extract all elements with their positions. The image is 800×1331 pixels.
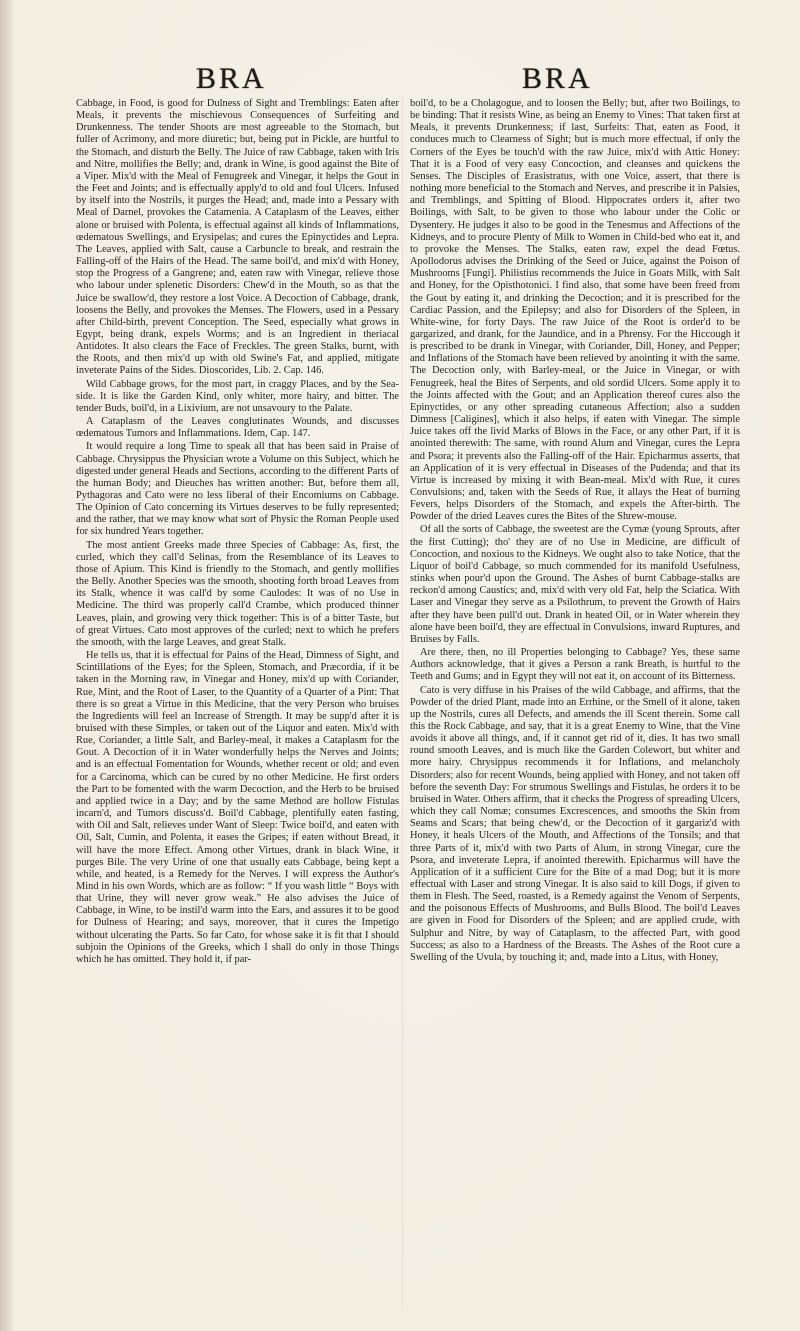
paragraph: Cabbage, in Food, is good for Dulness of Sight and Tremblings: Eaten after Meals, it prevents the mischievous Consequences of Surfeiting and Drunkenness. The tender Shoots are most agreeable to the Stomach, but fuller of Acrimony, and more diuretic; but, being put in Pickle, are hurtful to the Stomach, and disturb the Belly. The Juice of raw Cabbage, taken with Iris and Nitre, mollifies the Belly; and, drank in Wine, is good against the Bite of a Viper. Mix'd with the Meal of Fenugreek and Vinegar, it helps the Gout in the Feet and Joints; and is effectually apply'd to old and foul Ulcers. Infused by itself into the Nostrils, it purges the Head; and, made into a Pessary with Meal of Darnel, provokes the Catamenia. A Cataplasm of the Leaves, either alone or bruised with Polenta, is effectual against all kinds of Inflammations, œdematous Swellings, and Erysipelas; and cures the Epinyctides and Lepra. The Leaves, applied with Salt, cause a Carbuncle to break, and restrain the Falling-off of the Hairs of the Head. The same boil'd, and mix'd with Honey, stop the Progress of a Gangrene; and, eaten raw with Vinegar, relieve those who labour under splenetic Disorders: Chew'd in the Mouth, so as that the Juice be swallow'd, they restore a lost Voice. A Decoction of Cabbage, drank, loosens the Belly, and provokes the Menses. The Flowers, used in a Pessary after Child-birth, prevent Conception. The Seed, especially what grows in Egypt, being drank, expels Worms; and is an Ingredient in theriacal Antidotes. It also clears the Face of Freckles. The green Stalks, burnt, with the Roots, and then mix'd up with old Swine's Fat, and applied, mitigate inveterate Pains of the Sides. Dioscorides, Lib. 2. Cap. 146. <box>76 98 399 377</box>
paragraph: It would require a long Time to speak all that has been said in Praise of Cabbage. Chrysippus the Physician wrote a Volume on this Subject, which he digested under general Heads and Sections, according to the different Parts of the human Body; and Dieuches has written another: But, before them all, Pythagoras and Cato were no less liberal of their Encomiums on Cabbage. The Opinion of Cato concerning its Virtues deserves to be fully represented; and the rather, that we may know what sort of Physic the Roman People used for six hundred Years together. <box>76 441 399 538</box>
right-running-headword: BRA <box>522 62 593 95</box>
paragraph: Are there, then, no ill Properties belonging to Cabbage? Yes, these same Authors acknowledge, that it gives a Person a rank Breath, is hurtful to the Teeth and Gums; and in Egypt they will not eat it, on account of its Bitterness. <box>410 647 740 683</box>
paragraph: The most antient Greeks made three Species of Cabbage: As, first, the curled, which they call'd Selinas, from the Resemblance of its Leaves to those of Apium. This Kind is friendly to the Stomach, and gently mollifies the Belly. Another Species was the smooth, shooting forth broad Leaves from its Stalk, whence it was call'd by some Caulodes: It was of no Use in Medicine. The third was properly call'd Crambe, which produced thinner Leaves, plain, and growing very thick together: This is of a bitter Taste, but of great Virtues. Cato most approves of the curled; next to which he prefers the smooth, with the large Leaves, and great Stalk. <box>76 539 399 648</box>
left-column <box>76 98 399 1298</box>
paragraph: Of all the sorts of Cabbage, the sweetest are the Cymæ (young Sprouts, after the first Cutting); tho' they are of no Use in Medicine, are difficult of Concoction, and noxious to the Kidneys. We ought also to take Notice, that the Liquor of boil'd Cabbage, so much commended for its manifold Usefulness, stinks when pour'd upon the Ground. The Ashes of burnt Cabbage-stalks are reckon'd among Caustics; and, mix'd with very old Fat, help the Sciatica. With Laser and Vinegar they serve as a Psilothrum, to prevent the Growth of Hairs after they have been pull'd out. Drank in heated Oil, or in Water wherein they alone have been boil'd, they are effectual in Convulsions, inward Ruptures, and Bruises by Falls. <box>410 524 740 645</box>
paragraph: A Cataplasm of the Leaves conglutinates Wounds, and discusses œdematous Tumors and Inflammations. Idem, Cap. 147. <box>76 416 399 440</box>
paragraph: Cato is very diffuse in his Praises of the wild Cabbage, and affirms, that the Powder of the dried Plant, made into an Errhine, or the Smell of it alone, taken up the Nostrils, cures all Defects, and amends the ill Scent therein. Some call this the Rock Cabbage, and say, that it is a great Enemy to Wine, that the Vine avoids it above all things, and, if it cannot get rid of it, dies. It has two small round smooth Leaves, and is much like the Garden Colewort, but whiter and more hairy. Chrysippus recommends it for Inflations, and melancholy Disorders; also for recent Wounds, being applied with Honey, and not taken off before the seventh Day: For strumous Swellings and Fistulas, he orders it to be bruised in Water. Others affirm, that it checks the Progress of spreading Ulcers, which they call Nomæ; consumes Excrescences, and smooths the Skin from Seams and Scars; that being chew'd, or the Decoction of it gargariz'd with Honey, it heals Ulcers of the Mouth, and Affections of the Tonsils; and that three Parts of it, mix'd with two Parts of Alum, in strong Vinegar, cure the Psora, and inveterate Lepra, if anointed therewith. Epicharmus will have the Application of it a sufficient Cure for the Bite of a mad Dog; but it is more effectual with Laser and strong Vinegar. It is also said to kill Dogs, if given to them in Flesh. The Seed, roasted, is a Remedy against the Venom of Serpents, and the poisonous Effects of Mushrooms, and Bulls Blood. The boil'd Leaves are given in Food for Disorders of the Spleen; and are applied crude, with Sulphur and Nitre, by way of Cataplasm, to the affected Part, with good Success; as also to a Hardness of the Breasts. The Ashes of the Root cure a Swelling of the Uvula, by touching it; and, made into a Litus, with Honey, <box>410 684 740 963</box>
page-header <box>0 62 800 102</box>
paragraph: Wild Cabbage grows, for the most part, in craggy Places, and by the Sea-side. It is like the Garden Kind, only whiter, more hairy, and bitter. The tender Buds, boil'd, in a Lixivium, are not unsavoury to the Palate. <box>76 378 399 414</box>
paragraph: boil'd, to be a Cholagogue, and to loosen the Belly; but, after two Boilings, to be binding: That it resists Wine, as being an Enemy to Vines: That taken first at Meals, it prevents Drunkenness; if last, Surfeits: That, eaten as Food, it conduces much to Clearness of Sight; but is much more effectual, if only the Corners of the Eyes be touch'd with the raw Juice, mix'd with Attic Honey: That it is a Food of very easy Concoction, and cleanses and quickens the Senses. The Disciples of Erasistratus, with one Voice, assert, that there is nothing more beneficial to the Stomach and Nerves, and prescribe it in Palsies, and Tremblings, and Spitting of Blood. Hippocrates orders it, after two Boilings, with Salt, to be given to those who labour under the Colic or Dysentery. He judges it also to be good in the Tenesmus and Affections of the Kidneys, and to procure Plenty of Milk to Women in Child-bed who eat it, and to provoke the Menses. The Stalks, eaten raw, expel the dead Fœtus. Apollodorus advises the Drinking of the Seed or Juice, against the Poison of Mushrooms [Fungi]. Philistius recommends the Juice in Goats Milk, with Salt and Honey, for the Opisthotonici. I find also, that some have been freed from the Gout by eating it, and drinking the Decoction; and it is prescribed for the Cardiac Passion, and the Epilepsy; and also for Disorders of the Spleen, in White-wine, for forty Days. The raw Juice of the Root is order'd to be gargarized, and drank, for the Jaundice, and in a Phrensy. For the Hiccough it is prescribed to be drank in Vinegar, with Coriander, Dill, Honey, and Pepper; and Inflations of the Stomach have been relieved by anointing it with the same. The Decoction only, with Barley-meal, or the Juice in Vinegar, or with Fenugreek, heal the Bites of Serpents, and old sordid Ulcers. Some apply it to the Joints affected with the Gout; and an Application thereof cures also the Epinyctides, or any other spreading cutaneous Affection; also a sudden Dimness [Caligines], which it also helps, if eaten with Vinegar. The simple Juice takes off the livid Marks of Blows in the Face, or any other Part, if it is anointed therewith: The same, with round Alum and Vinegar, cures the Lepra and Psora; it prevents also the Falling-off of the Hair. Epicharmus asserts, that an Application of it is very effectual in Diseases of the Pudenda; and that its Virtue is increased by mixing it with Bean-meal. Mix'd with Rue, it cures Convulsions; and, taken with the Seeds of Rue, it allays the Heat of burning Fevers, helps Disorders of the Stomach, and expels the After-birth. The Powder of the dried Leaves cures the Bites of the Shrew-mouse. <box>410 98 740 523</box>
left-running-headword: BRA <box>196 62 267 95</box>
right-column <box>410 98 740 1298</box>
binding-gutter <box>0 0 14 1331</box>
paragraph: He tells us, that it is effectual for Pains of the Head, Dimness of Sight, and Scintillations of the Eyes; for the Spleen, Stomach, and Præcordia, if it be taken in the Morning raw, in Vinegar and Honey, mix'd up with Coriander, Rue, Mint, and the Root of Laser, to the Quantity of a Quarter of a Pint: That there is so great a Virtue in this Medicine, that the very Person who bruises the Ingredients will feel an Increase of Strength. It may be supp'd after it is bruised with these Simples, or taken out of the Liquor and eaten. Mix'd with Rue, Coriander, a little Salt, and Barley-meal, it makes a Cataplasm for the Gout. A Decoction of it in Water wonderfully helps the Nerves and Joints; and is an effectual Fomentation for Wounds, whether recent or old; and even for a Carcinoma, which can be cured by no other Medicine. He first orders the Part to be fomented with the warm Decoction, and the Herb to be bruised and applied twice in a Day; and by the same Method are hollow Fistulas incarn'd, and Tumors discuss'd. Boil'd Cabbage, plentifully eaten fasting, with Oil and Salt, relieves under Want of Sleep: Twice boil'd, and eaten with Oil, Salt, Cumin, and Polenta, it eases the Gripes; if eaten without Bread, it will have the more Effect. Among other Virtues, drank in black Wine, it purges Bile. The very Urine of one that usually eats Cabbage, being kept a while, and heated, is a Remedy for the Nerves. I will express the Author's Mind in his own Words, which are as follow: “ If you wash little “ Boys with that Urine, they will never grow weak.” He also advises the Juice of Cabbage, in Wine, to be instil'd warm into the Ears, and assures it to be good for Dulness of Hearing; and says, moreover, that it cures the Impetigo without ulcerating the Parts. So far Cato, for whose sake it is fit that I should subjoin the Opinions of the Greeks, which I shall do only in those Things which he has omitted. They hold it, if par- <box>76 650 399 965</box>
column-divider <box>402 98 403 1308</box>
